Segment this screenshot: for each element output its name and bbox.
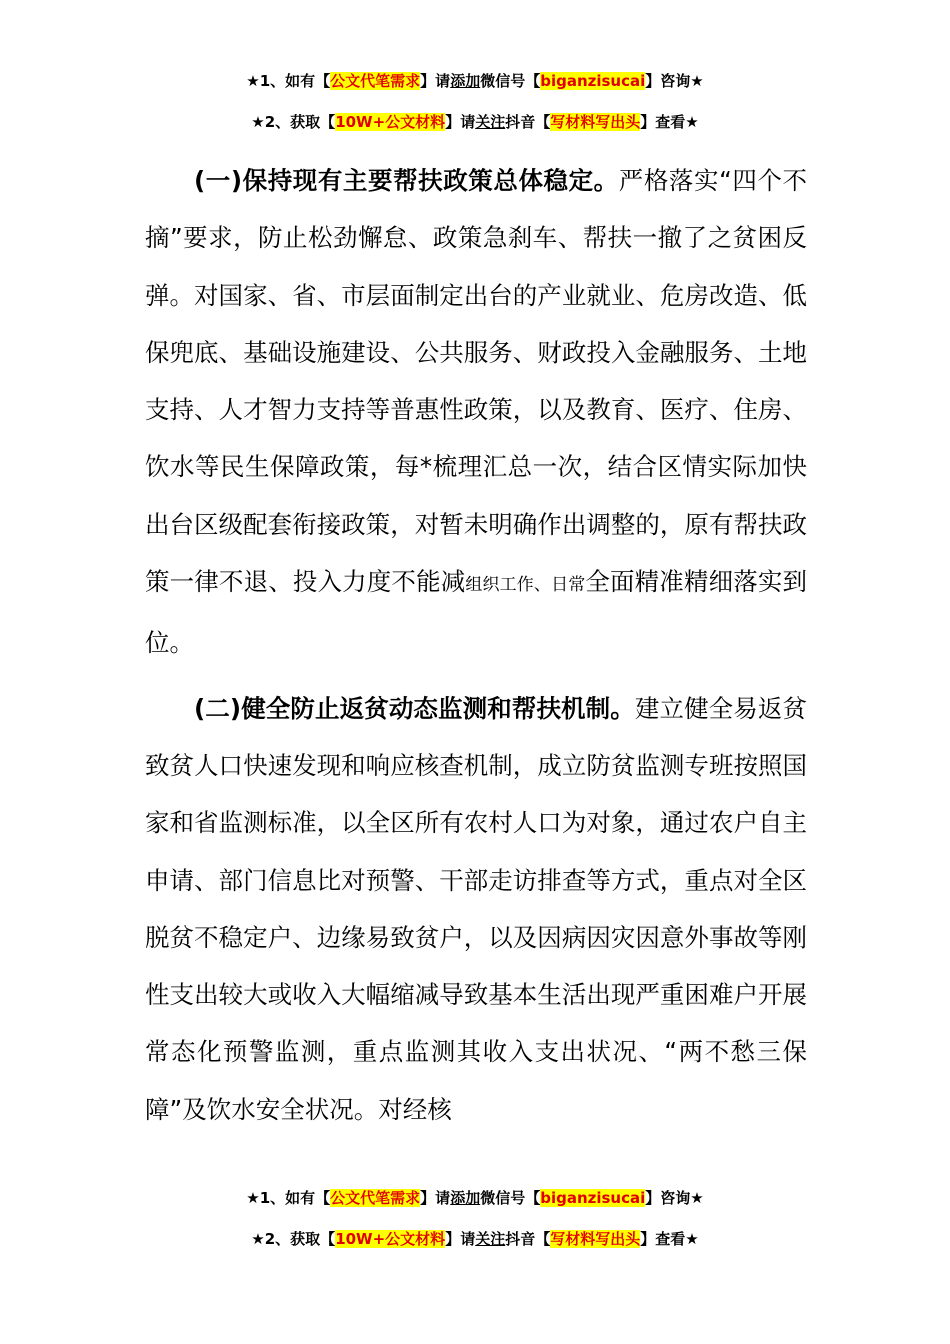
banner-text: 】请 <box>445 1230 476 1248</box>
top-banner-line-2 <box>0 111 950 133</box>
underlined-word: 添加 <box>450 72 481 90</box>
paragraph-1-text-end: 全面精准精细落实到位。 <box>145 567 808 658</box>
highlight-douyin-account: 写材料写出头 <box>550 113 641 131</box>
paragraph-2-heading: (二)健全防止返贫动态监测和帮扶机制。 <box>194 693 635 723</box>
banner-text: 】咨询★ <box>645 72 704 90</box>
banner-text: 抖音【 <box>505 113 551 131</box>
banner-text: ★1、如有【 <box>246 1189 331 1207</box>
highlight-douyin-account: 写材料写出头 <box>550 1230 641 1248</box>
banner-text: 】请 <box>445 113 476 131</box>
highlight-service: 公文代笔需求 <box>330 72 421 90</box>
banner-text: ★2、获取【 <box>251 1230 336 1248</box>
paragraph-1-heading: (一)保持现有主要帮扶政策总体稳定。 <box>194 166 619 195</box>
banner-text: 】请 <box>420 1189 451 1207</box>
highlight-wechat-id: biganzisucai <box>540 1189 646 1207</box>
banner-text: 微信号【 <box>480 1189 541 1207</box>
banner-text: ★1、如有【 <box>246 72 331 90</box>
banner-text: 微信号【 <box>480 72 541 90</box>
banner-text: ★2、获取【 <box>251 113 336 131</box>
bottom-banner-line-2 <box>0 1228 950 1250</box>
document-body <box>145 152 807 1138</box>
underlined-word: 添加 <box>450 1189 481 1207</box>
highlight-service: 公文代笔需求 <box>330 1189 421 1207</box>
paragraph-1-text: 严格落实“四个不摘”要求，防止松劲懈怠、政策急刹车、帮扶一撤了之贫困反弹。对国家、省、市层面制定出台的产业就业、危房改造、低保兜底、基础设施建设、公共服务、财政投入金融服务、土地支持、人才智力支持等普惠性政策，以及教育、医疗、住房、饮水等民生保障政策，每*梳理汇总一次，结合区情实际加快出台区级配套衔接政策，对暂未明确作出调整的，原有帮扶政策一律不退、投入力度不能减 <box>145 166 807 597</box>
banner-text: 抖音【 <box>505 1230 551 1248</box>
highlight-wechat-id: biganzisucai <box>540 72 646 90</box>
paragraph-1-small-text: 组织工作、日常 <box>465 575 586 596</box>
bottom-banner-line-1 <box>0 1187 950 1209</box>
banner-text: 】查看★ <box>640 1230 699 1248</box>
banner-text: 】查看★ <box>640 113 699 131</box>
underlined-word: 关注 <box>475 1230 506 1248</box>
highlight-materials: 10W+公文材料 <box>335 113 446 131</box>
paragraph-2-text: 建立健全易返贫致贫人口快速发现和响应核查机制，成立防贫监测专班按照国家和省监测标准，以全区所有农村人口为对象，通过农户自主申请、部门信息比对预警、干部走访排查等方式，重点对全区脱贫不稳定户、边缘易致贫户，以及因病因灾因意外事故等刚性支出较大或收入大幅缩减导致基本生活出现严重困难户开展常态化预警监测，重点监测其收入支出状况、“两不愁三保障”及饮水安全状况。对经核 <box>145 693 807 1124</box>
banner-text: 】请 <box>420 72 451 90</box>
highlight-materials: 10W+公文材料 <box>335 1230 446 1248</box>
paragraph-1 <box>145 152 807 672</box>
paragraph-2 <box>145 680 807 1138</box>
underlined-word: 关注 <box>475 113 506 131</box>
banner-text: 】咨询★ <box>645 1189 704 1207</box>
top-banner-line-1 <box>0 70 950 92</box>
